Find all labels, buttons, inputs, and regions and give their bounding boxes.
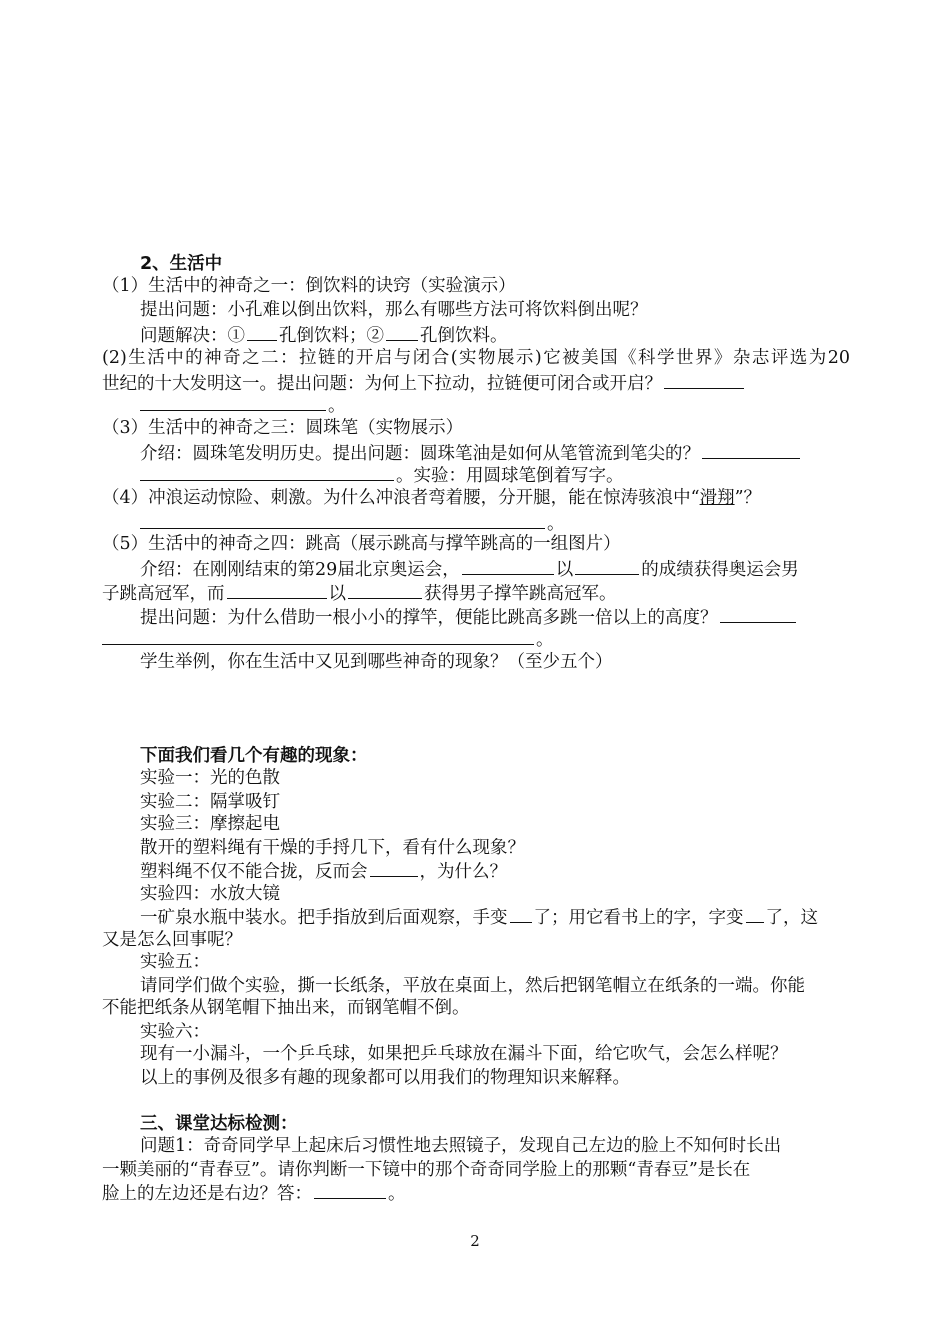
item5-line1 <box>140 556 799 582</box>
interesting-heading: 下面我们看几个有趣的现象： <box>140 746 368 766</box>
item5-line2-c: 获得男子撑竿跳高冠军。 <box>424 584 617 604</box>
exp3-line2-a: 塑料绳不仅不能合拢，反而会 <box>140 862 368 882</box>
answer-blank[interactable] <box>140 510 545 529</box>
item5-end: 。 <box>536 630 554 650</box>
answer-blank[interactable] <box>746 904 764 923</box>
item1-question: 提出问题：小孔难以倒出饮料，那么有哪些方法可将饮料倒出呢？ <box>140 300 648 320</box>
summary: 以上的事例及很多有趣的现象都可以用我们的物理知识来解释。 <box>140 1068 630 1088</box>
page-number: 2 <box>470 1232 480 1250</box>
item4-text-a: （4）冲浪运动惊险、刺激。为什么冲浪者弯着腰，分开腿，能在惊涛骇浪中“ <box>102 488 700 508</box>
section3-heading: 三、课堂达标检测： <box>140 1114 298 1134</box>
item2-question: 世纪的十大发明这一。提出问题：为何上下拉动，拉链便可闭合或开启？ <box>102 374 662 394</box>
answer-blank[interactable] <box>227 580 327 599</box>
answer-blank[interactable] <box>314 1180 386 1199</box>
answer-blank[interactable] <box>720 604 796 623</box>
exp3: 实验三：摩擦起电 <box>140 814 280 834</box>
item1-title: （1）生活中的神奇之一：倒饮料的诀窍（实验演示） <box>102 276 516 296</box>
item1-solve-a: 问题解决：① <box>140 326 245 346</box>
item3-experiment: 。实验：用圆球笔倒着写字。 <box>396 466 624 486</box>
exp4-line1-c: 了，这 <box>765 908 818 928</box>
item4-text-b: ”？ <box>734 488 762 508</box>
exp3-line2 <box>140 858 507 884</box>
q1-line2: 一颗美丽的“青春豆”。请你判断一下镜中的那个奇奇同学脸上的那颗“青春豆”是长在 <box>102 1160 751 1180</box>
answer-blank[interactable] <box>102 626 534 645</box>
answer-blank[interactable] <box>370 858 418 877</box>
item5-line2-a: 子跳高冠军，而 <box>102 584 225 604</box>
answer-blank[interactable] <box>462 556 554 575</box>
answer-blank[interactable] <box>348 580 422 599</box>
answer-blank[interactable] <box>510 904 532 923</box>
item3-question: 介绍：圆珠笔发明历史。提出问题：圆珠笔油是如何从笔管流到笔尖的？ <box>140 444 700 464</box>
answer-blank[interactable] <box>664 370 744 389</box>
item5-intro-a: 介绍：在刚刚结束的第29届北京奥运会， <box>140 560 460 580</box>
q1-line3-a: 脸上的左边还是右边？答： <box>102 1184 312 1204</box>
answer-blank[interactable] <box>702 440 800 459</box>
q1-line3 <box>102 1180 406 1206</box>
item5-q: 提出问题：为什么借助一根小小的撑竿，便能比跳高多跳一倍以上的高度？ <box>140 608 718 628</box>
item3-line2 <box>140 462 624 488</box>
exp3-line1: 散开的塑料绳有干燥的手捋几下，看有什么现象？ <box>140 838 525 858</box>
exp4-line2: 又是怎么回事呢？ <box>102 930 242 950</box>
exp3-line2-b: ，为什么？ <box>419 862 507 882</box>
exp4: 实验四：水放大镜 <box>140 884 280 904</box>
item2-line1: (2)生活中的神奇之二：拉链的开启与闭合(实物展示)它被美国《科学世界》杂志评选为20 <box>102 348 850 368</box>
q1-line3-b: 。 <box>388 1184 406 1204</box>
item4-line1 <box>102 486 761 510</box>
item2-end: 。 <box>328 396 346 416</box>
answer-blank[interactable] <box>386 322 418 341</box>
item1-solve-c: 孔倒饮料。 <box>420 326 508 346</box>
exp5: 实验五： <box>140 952 210 972</box>
item5-line4 <box>102 626 554 652</box>
item5-intro-c: 的成绩获得奥运会男 <box>641 560 799 580</box>
section2-heading: 2、生活中 <box>140 254 223 274</box>
exp6-line1: 现有一小漏斗，一个乒乓球，如果把乒乓球放在漏斗下面，给它吹气，会怎么样呢？ <box>140 1044 788 1064</box>
exp5-line2: 不能把纸条从钢笔帽下抽出来，而钢笔帽不倒。 <box>102 998 470 1018</box>
exp4-line1-a: 一矿泉水瓶中装水。把手指放到后面观察，手变 <box>140 908 508 928</box>
item4-underlined: 滑翔 <box>699 488 735 508</box>
item5-intro-b: 以 <box>555 560 574 580</box>
item1-solution <box>140 322 508 348</box>
exp5-line1: 请同学们做个实验，撕一长纸条，平放在桌面上，然后把钢笔帽立在纸条的一端。你能 <box>140 976 805 996</box>
q1-line1: 问题1：奇奇同学早上起床后习惯性地去照镜子，发现自己左边的脸上不知何时长出 <box>140 1136 782 1156</box>
answer-blank[interactable] <box>140 392 326 411</box>
exp1: 实验一：光的色散 <box>140 768 280 788</box>
exp6: 实验六： <box>140 1022 210 1042</box>
answer-blank[interactable] <box>140 462 394 481</box>
exp2: 实验二：隔掌吸钉 <box>140 792 280 812</box>
item5-line2 <box>102 580 617 606</box>
student-examples: 学生举例，你在生活中又见到哪些神奇的现象？（至少五个） <box>140 652 613 672</box>
exp4-line1 <box>140 904 818 930</box>
exp4-line1-b: 了；用它看书上的字，字变 <box>533 908 744 928</box>
item1-solve-b: 孔倒饮料；② <box>279 326 384 346</box>
item2-line3 <box>140 392 346 418</box>
item5-line2-b: 以 <box>328 584 346 604</box>
item4-end: 。 <box>547 514 565 534</box>
item5-title: （5）生活中的神奇之四：跳高（展示跳高与撑竿跳高的一组图片） <box>102 534 621 554</box>
item3-title: （3）生活中的神奇之三：圆珠笔（实物展示） <box>102 418 464 438</box>
answer-blank[interactable] <box>247 322 277 341</box>
answer-blank[interactable] <box>575 556 639 575</box>
